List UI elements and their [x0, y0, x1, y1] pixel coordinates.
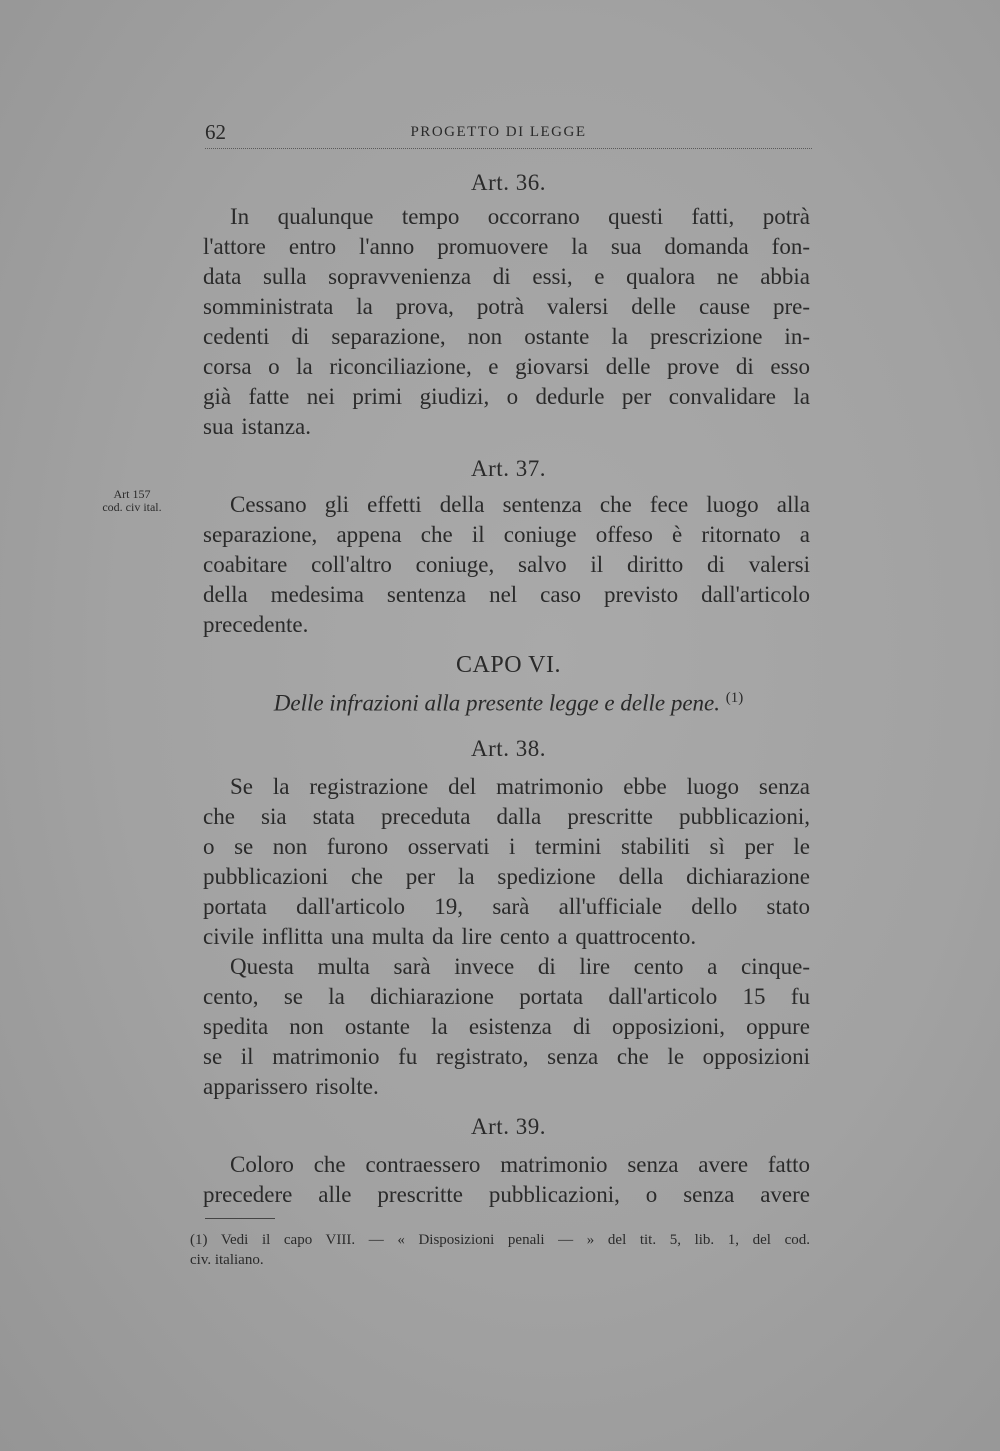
- text-line: della medesima sentenza nel caso previsto dall'articolo: [203, 582, 810, 607]
- footnote: [190, 1230, 810, 1270]
- text-line: corsa o la riconciliazione, e giovarsi delle prove di esso: [203, 354, 810, 379]
- text-line: cedenti di separazione, non ostante la prescrizione in-: [203, 324, 810, 349]
- chapter-subtitle: [205, 690, 812, 717]
- chapter-subtitle-text: Delle infrazioni alla presente legge e delle pene.: [273, 690, 720, 716]
- article-38-text: [203, 772, 810, 1102]
- text-line: civile inflitta una multa da lire cento a quattrocento.: [203, 924, 697, 949]
- marginal-note-line: Art 157: [113, 487, 151, 501]
- marginal-note-line: cod. civ ital.: [102, 500, 162, 514]
- text-line: precedente.: [203, 612, 309, 637]
- text-line: pubblicazioni che per la spedizione della dichiarazione: [203, 864, 810, 889]
- text-line: già fatte nei primi giudizi, o dedurle per convalidare la: [203, 384, 810, 409]
- text-line: Se la registrazione del matrimonio ebbe luogo senza: [230, 774, 810, 799]
- text-line: Coloro che contraessero matrimonio senza avere fatto: [230, 1152, 810, 1177]
- text-line: Cessano gli effetti della sentenza che fece luogo alla: [230, 492, 810, 517]
- text-line: o se non furono osservati i termini stabiliti sì per le: [203, 834, 810, 859]
- footnote-marker: (1): [725, 690, 744, 706]
- text-line: sua istanza.: [203, 414, 312, 439]
- text-line: precedere alle prescritte pubblicazioni, o senza avere: [203, 1182, 810, 1207]
- text-line: data sulla sopravvenienza di essi, e qualora ne abbia: [203, 264, 810, 289]
- text-line: se il matrimonio fu registrato, senza che le opposizioni: [203, 1044, 810, 1069]
- text-line: spedita non ostante la esistenza di opposizioni, oppure: [203, 1014, 810, 1039]
- article-37-text: [203, 490, 810, 640]
- text-line: In qualunque tempo occorrano questi fatti, potrà: [230, 204, 810, 229]
- text-line: coabitare coll'altro coniuge, salvo il diritto di valersi: [203, 552, 810, 577]
- text-line: l'attore entro l'anno promuovere la sua domanda fon-: [203, 234, 810, 259]
- article-39-text: [203, 1150, 810, 1210]
- article-36-heading: Art. 36.: [471, 170, 546, 195]
- article-37-heading: Art. 37.: [471, 456, 546, 481]
- text-line: Questa multa sarà invece di lire cento a cinque-: [230, 954, 810, 979]
- page-number: 62: [205, 120, 226, 144]
- text-line: portata dall'articolo 19, sarà all'ufficiale dello stato: [203, 894, 810, 919]
- text-line: apparissero risolte.: [203, 1074, 379, 1099]
- page-header: [205, 120, 812, 149]
- footnote-rule: [205, 1218, 275, 1219]
- marginal-note: [82, 488, 182, 514]
- text-line: cento, se la dichiarazione portata dall'articolo 15 fu: [203, 984, 810, 1009]
- article-39-heading: Art. 39.: [471, 1114, 546, 1139]
- text-line: separazione, appena che il coniuge offeso è ritornato a: [203, 522, 810, 547]
- footnote-line: (1) Vedi il capo VIII. — « Disposizioni penali — » del tit. 5, lib. 1, del cod.: [190, 1232, 810, 1248]
- running-title: PROGETTO DI LEGGE: [410, 124, 587, 140]
- article-36-text: [203, 202, 810, 442]
- chapter-title: CAPO VI.: [456, 652, 561, 678]
- text-line: che sia stata preceduta dalla prescritte pubblicazioni,: [203, 804, 810, 829]
- footnote-line: civ. italiano.: [190, 1252, 264, 1268]
- article-38-heading: Art. 38.: [471, 736, 546, 761]
- text-line: somministrata la prova, potrà valersi delle cause pre-: [203, 294, 810, 319]
